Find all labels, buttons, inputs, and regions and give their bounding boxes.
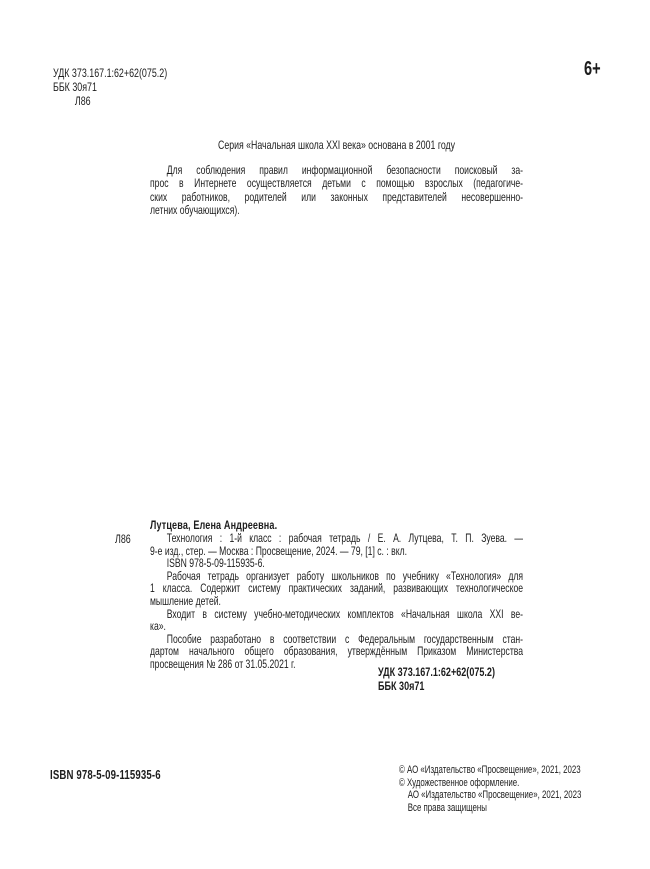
text-line: © АО «Издательство «Просвещение», 2021, 2023 — [399, 764, 581, 776]
text-line: УДК 373.167.1:62+62(075.2) — [378, 665, 495, 679]
text-line: прос в Интернете осуществляется детьми с помощью взрослых (педагогиче- — [150, 176, 524, 191]
text-line: © Художественное оформление. — [399, 776, 520, 789]
catalog-card-udk-bbk — [378, 666, 650, 693]
text-line: Рабочая тетрадь организует работу школьников по учебнику «Технология» для — [166, 568, 524, 583]
text-line: ББК 30я71 — [53, 80, 97, 94]
text-line: УДК 373.167.1:62+62(075.2) — [53, 66, 168, 80]
age-rating-badge: 6+ — [584, 58, 601, 80]
copyright-block — [399, 764, 650, 814]
text-line: просвещения № 286 от 31.05.2021 г. — [150, 656, 296, 671]
series-note: Серия «Начальная школа XXI века» основана в 2001 году — [218, 138, 456, 152]
catalog-card-author-sign: Л86 — [115, 532, 131, 546]
udk-bbk-classification-block — [53, 66, 426, 108]
text-line: Технология : 1-й класс : рабочая тетрадь / Е. А. Лутцева, Т. П. Зуева. — — [166, 531, 524, 545]
text-line: Л86 — [74, 94, 91, 108]
text-line: Входит в систему учебно-методических комплектов «Начальная школа XXI ве- — [166, 606, 524, 621]
text-line: Пособие разработано в соответствии с Федеральным государственным стан- — [166, 631, 524, 646]
text-line: дартом начального общего образования, утверждённым Приказом Министерства — [150, 644, 524, 659]
catalog-card-description — [150, 532, 523, 671]
text-line: летних обучающихся). — [150, 203, 240, 218]
text-line: 1 класса. Содержит систему практических заданий, развивающих технологическое — [150, 581, 524, 596]
text-line: АО «Издательство «Просвещение», 2021, 2023 — [407, 789, 582, 801]
isbn-number: ISBN 978-5-09-115935-6 — [50, 767, 161, 782]
catalog-card-author: Лутцева, Елена Андреевна. — [150, 518, 278, 532]
text-line: ских работников, родителей или законных представителей несовершенно- — [150, 189, 524, 204]
text-line: Для соблюдения правил информационной безопасности поисковый за- — [166, 163, 524, 177]
text-line: Все права защищены — [407, 801, 487, 814]
text-line: ка». — [150, 619, 166, 634]
text-line: ББК 30я71 — [378, 678, 425, 693]
information-safety-paragraph — [150, 164, 523, 218]
text-line: ISBN 978-5-09-115935-6. — [166, 556, 265, 571]
text-line: мышление детей. — [150, 593, 221, 608]
text-line: 9-е изд., стер. — Москва : Просвещение, 2024. — 79, [1] с. : вкл. — [150, 543, 407, 558]
